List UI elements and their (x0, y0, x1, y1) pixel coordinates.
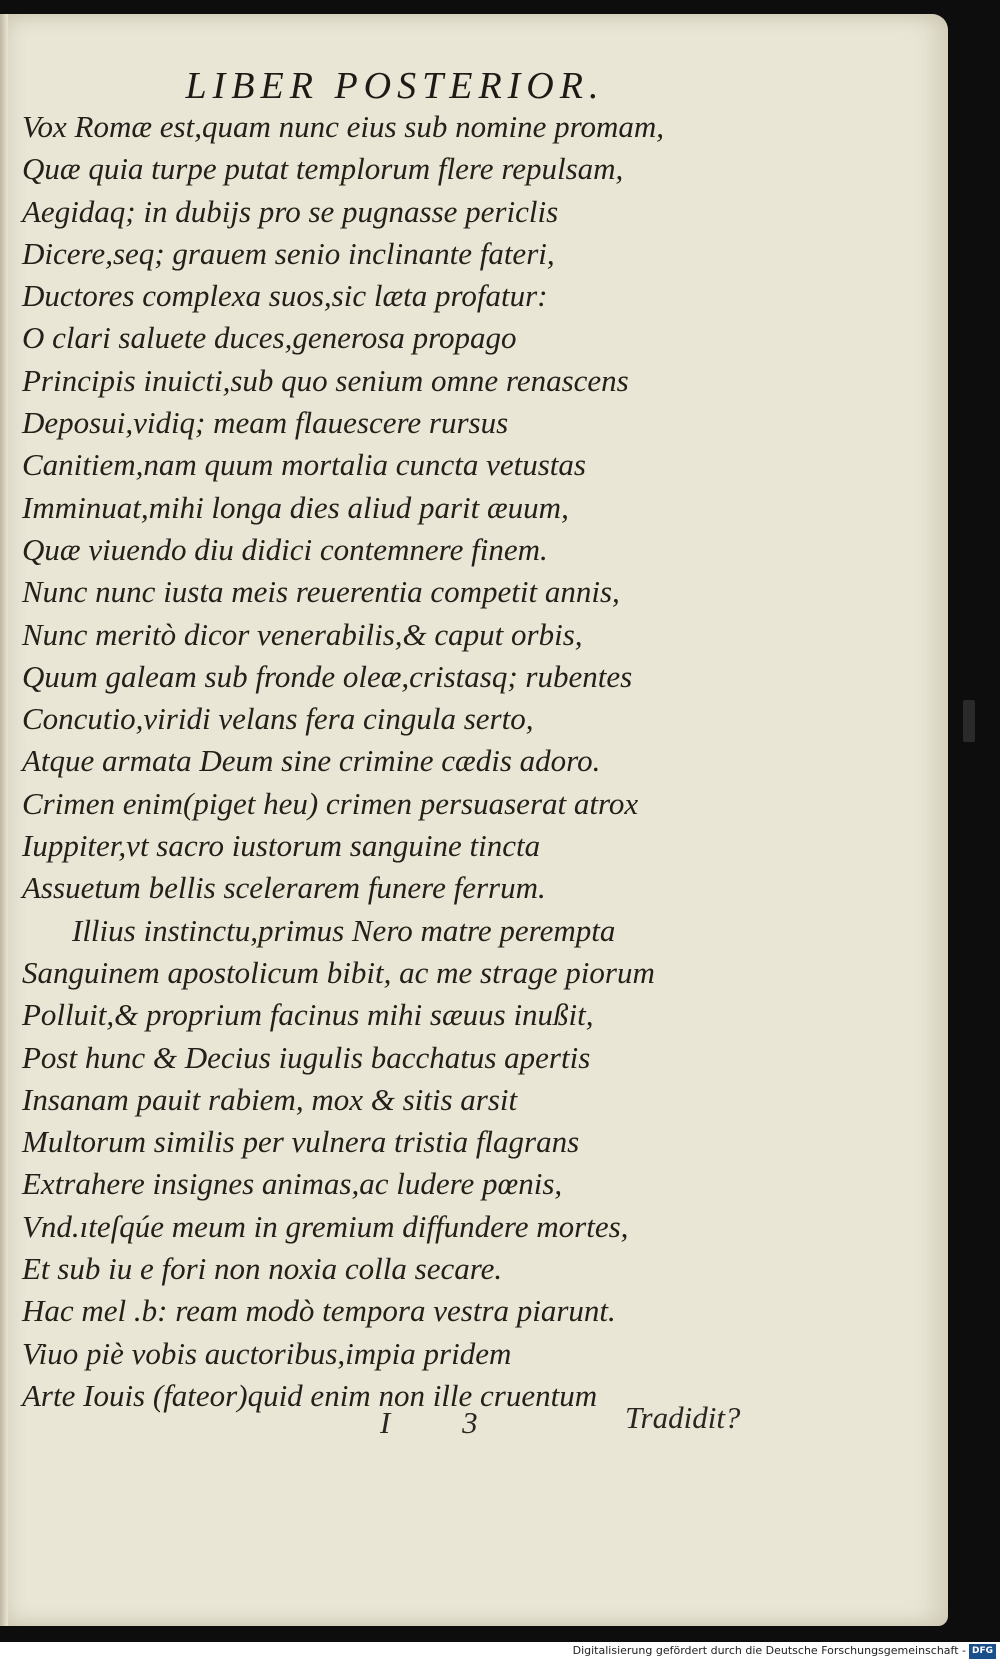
verse-line: Ductores complexa suos,sic læta profatur: (22, 278, 548, 314)
scanner-clip (963, 700, 975, 742)
verse-line: Nunc nunc iusta meis reuerentia competit annis, (22, 574, 620, 610)
verse-line: Quæ viuendo diu didici contemnere finem. (22, 531, 548, 567)
running-head: LIBER POSTERIOR. (185, 65, 605, 107)
verse-line: Principis inuicti,sub quo senium omne renascens (22, 362, 629, 398)
verse-line: O clari saluete duces,generosa propago (22, 320, 517, 356)
verse-line: Extrahere insignes animas,ac ludere pœnis, (22, 1166, 563, 1202)
verse-line: Atque armata Deum sine crimine cædis adoro. (22, 743, 601, 779)
verse-line: Assuetum bellis scelerarem funere ferrum. (22, 870, 546, 906)
verse-line: Quum galeam sub fronde oleæ,cristasq; rubentes (22, 658, 633, 694)
funding-credit: Digitalisierung gefördert durch die Deutsche Forschungsgemeinschaft - (572, 1644, 966, 1657)
signature-mark: I 3 (380, 1405, 510, 1440)
verse-line: Vox Romæ est,quam nunc eius sub nomine promam, (22, 109, 665, 144)
verse-line: Concutio,viridi velans fera cingula serto, (22, 701, 534, 737)
verse-line: Imminuat,mihi longa dies aliud parit æuum, (22, 489, 569, 525)
verse-line: Deposui,vidiq; meam flauescere rursus (22, 405, 509, 441)
page-gutter (0, 14, 8, 1626)
verse-line: Quæ quia turpe putat templorum flere repulsam, (22, 151, 624, 187)
verse-block (22, 106, 922, 1417)
verse-line: Dicere,seq; grauem senio inclinante fateri, (22, 235, 555, 271)
verse-line: Crimen enim(piget heu) crimen persuaserat atrox (22, 785, 639, 821)
catchword: Tradidit? (625, 1400, 741, 1435)
verse-line: Hac mel .b: ream modò tempora vestra piarunt. (22, 1293, 616, 1329)
verse-line: Vnd.ıteſqúe meum in gremium diffundere mortes, (22, 1208, 629, 1244)
verse-line: Insanam pauit rabiem, mox & sitis arsit (22, 1081, 518, 1117)
verse-line: Illius instinctu,primus Nero matre perempta (72, 912, 616, 948)
verse-line: Viuo piè vobis auctoribus,impia pridem (22, 1335, 512, 1371)
verse-line: Multorum similis per vulnera tristia flagrans (22, 1124, 580, 1160)
verse-line: Aegidaq; in dubijs pro se pugnasse periclis (22, 193, 559, 229)
verse-line: Canitiem,nam quum mortalia cuncta vetustas (22, 447, 586, 483)
verse-line: Iuppiter,vt sacro iustorum sanguine tincta (22, 828, 541, 864)
verse-line: Sanguinem apostolicum bibit, ac me strage piorum (22, 954, 655, 990)
verse-line: Et sub iu e fori non noxia colla secare. (22, 1251, 503, 1287)
dfg-logo: DFG (969, 1644, 996, 1659)
verse-line: Arte Iouis (fateor)quid enim non ille cruentum (22, 1377, 598, 1413)
verse-line: Post hunc & Decius iugulis bacchatus apertis (22, 1039, 591, 1075)
verse-line: Polluit,& proprium facinus mihi sæuus inußit, (22, 997, 594, 1033)
verse-line: Nunc meritò dicor venerabilis,& caput orbis, (22, 616, 583, 652)
